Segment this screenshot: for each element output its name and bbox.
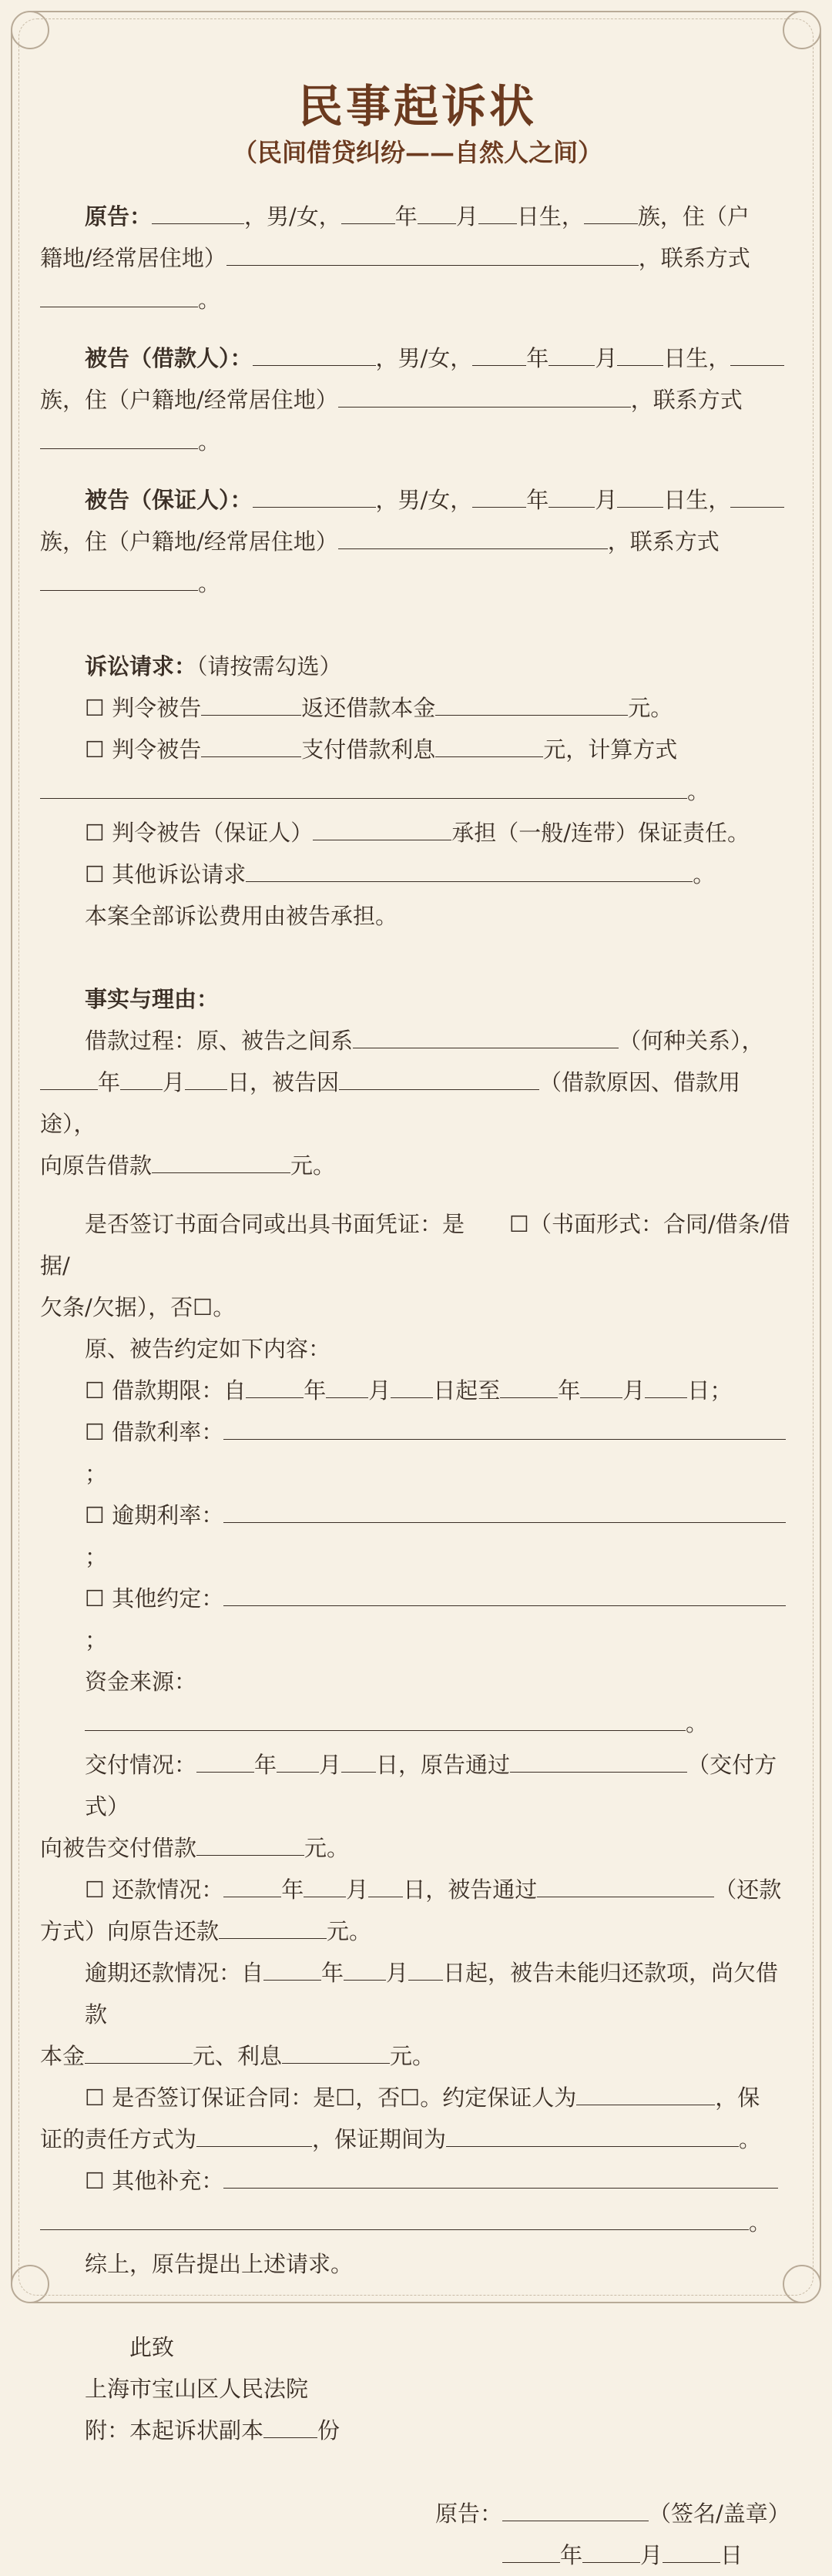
facts-text: （书面形式：合同/借条/借据/ [40, 1211, 790, 1279]
overdue-year-field[interactable] [263, 1957, 321, 1981]
plaintiff-section [40, 196, 795, 237]
guarantor-year-field[interactable] [472, 484, 526, 508]
loan-rate [40, 1411, 795, 1494]
yuan-text: 元。 [390, 2043, 435, 2069]
facts-text: （借款原因、借款用途）， [40, 1069, 741, 1137]
claim-guarantor-field[interactable] [313, 817, 451, 840]
attachment [40, 2410, 795, 2451]
gender-text: ，男/女， [375, 345, 473, 371]
claim-text: 元，计算方式 [543, 736, 678, 763]
repay-day-field[interactable] [368, 1873, 403, 1897]
claim-text: 其他诉讼请求 [112, 861, 247, 887]
sign-year-field[interactable] [502, 2539, 560, 2563]
birth-year-field[interactable] [341, 200, 395, 224]
written-no-checkbox[interactable]: ☐ [193, 1294, 213, 1320]
agreed-content: 原、被告约定如下内容： [85, 1336, 331, 1362]
claim-principal-defendant-field[interactable] [201, 692, 301, 716]
yuan-text: 元。 [628, 695, 673, 721]
facts-text: 借款期限：自 [112, 1377, 247, 1404]
month-text: 月 [455, 203, 478, 230]
signature-date [40, 2534, 795, 2576]
guarantor-ethnicity-field[interactable] [730, 484, 784, 508]
complaint-form [40, 77, 795, 2576]
claims-hint: （请按需勾选） [196, 653, 342, 679]
borrower-contact-line [40, 421, 795, 462]
repay-year-field[interactable] [223, 1873, 281, 1897]
semicolon-text: ； [85, 1544, 108, 1570]
plaintiff-address-field[interactable] [226, 242, 639, 266]
delivery-amount-field[interactable] [196, 1832, 304, 1856]
other-supplement-field-2[interactable] [40, 2206, 749, 2230]
loan-amount-field[interactable] [152, 1149, 290, 1173]
other-supplement-field[interactable] [223, 2165, 778, 2189]
guarantee-yes-checkbox[interactable]: ☐ [335, 2085, 356, 2111]
outstanding-principal-field[interactable] [85, 2040, 193, 2064]
yuan-text: 元。 [327, 1918, 372, 1944]
claim-text: 判令被告 [112, 695, 202, 721]
claim-text: 判令被告（保证人） [112, 820, 314, 846]
guarantee-method-field[interactable] [196, 2123, 312, 2147]
repay-amount-line [40, 1910, 795, 1952]
repay-method-field[interactable] [537, 1873, 714, 1897]
facts-text: 是否签订书面合同或出具书面凭证：是 [85, 1211, 465, 1237]
facts-heading: 事实与理由： [85, 986, 220, 1012]
sign-day-field[interactable] [663, 2539, 720, 2563]
gender-text: ，男/女， [244, 203, 341, 230]
year-text: 年 [254, 1752, 277, 1778]
year-text: 年 [558, 1377, 581, 1404]
loan-amount-line [40, 1145, 795, 1186]
loan-process [40, 1020, 795, 1062]
loan-rate-field[interactable] [223, 1416, 786, 1440]
fund-source-field[interactable] [85, 1707, 686, 1731]
period-text: 。 [198, 570, 221, 596]
delivery-month-field[interactable] [277, 1749, 319, 1773]
sign-month-field[interactable] [582, 2539, 640, 2563]
delivery-year-field[interactable] [196, 1749, 254, 1773]
guarantor-contact-line [40, 562, 795, 604]
year-text: 年 [98, 1069, 121, 1095]
facts-text: 交付情况： [85, 1752, 197, 1778]
domicile-text: 族，住（户籍地/经常居住地） [40, 528, 338, 555]
facts-text: ，保 [715, 2085, 760, 2111]
guarantor-day-field[interactable] [617, 484, 663, 508]
term-start-month-field[interactable] [326, 1374, 368, 1398]
facts-text: 欠条/欠据），否 [40, 1294, 193, 1320]
guarantee-checkbox[interactable]: ☐ [85, 2085, 105, 2111]
year-text: 年 [560, 2542, 583, 2568]
guarantor-address-line [40, 521, 795, 562]
delivery-day-field[interactable] [341, 1749, 376, 1773]
borrower-day-field[interactable] [617, 342, 663, 366]
page-subtitle: （民间借贷纠纷——自然人之间） [232, 138, 602, 167]
year-text: 年 [321, 1960, 344, 1986]
conclusion: 综上，原告提出上述请求。 [85, 2251, 354, 2277]
facts-text: 向被告交付借款 [40, 1835, 197, 1861]
month-text: 月 [346, 1877, 369, 1903]
claim-interest-method-line [40, 770, 795, 812]
facts-text: 其他补充： [112, 2168, 224, 2194]
yuan-text: 元。 [304, 1835, 350, 1861]
year-text: 年 [281, 1877, 304, 1903]
facts-text: 日起至 [433, 1377, 501, 1404]
born-text: 日生， [663, 487, 731, 513]
year-text: 年 [526, 345, 549, 371]
facts-text: ，否 [355, 2085, 401, 2111]
repay-amount-field[interactable] [219, 1915, 327, 1939]
borrower-month-field[interactable] [549, 342, 595, 366]
borrower-address-field[interactable] [338, 384, 631, 408]
birth-day-field[interactable] [478, 200, 517, 224]
claims-label: 诉讼请求： [85, 653, 197, 679]
claim-other-field[interactable] [246, 858, 693, 882]
claims-heading [40, 646, 795, 687]
term-end-month-field[interactable] [580, 1374, 622, 1398]
guarantee-terms-line [40, 2118, 795, 2160]
contact-text: ，联系方式 [638, 245, 750, 271]
relation-field[interactable] [353, 1025, 619, 1048]
semicolon-text: ； [85, 1461, 108, 1487]
period-text: 。 [198, 428, 221, 454]
to-text: 此致 [129, 2334, 175, 2360]
yuan-text: 元。 [290, 1152, 336, 1179]
facts-text: 向原告借款 [40, 1152, 153, 1179]
written-contract-question [40, 1203, 795, 1286]
repay-month-field[interactable] [304, 1873, 346, 1897]
facts-text: 日起，被告未能归还款项，尚欠借款 [85, 1960, 779, 2028]
period-text: 。 [687, 778, 710, 804]
claim-text: 返还借款本金 [301, 695, 436, 721]
other-supplement-line2 [40, 2202, 795, 2243]
defendant-borrower-section [40, 337, 795, 379]
term-start-day-field[interactable] [391, 1374, 433, 1398]
ethnicity-field[interactable] [584, 200, 638, 224]
delivery-amount-line [40, 1827, 795, 1869]
term-start-year-field[interactable] [246, 1374, 304, 1398]
fund-source [40, 1661, 795, 1744]
birth-month-field[interactable] [418, 200, 456, 224]
borrower-name-field[interactable] [253, 342, 376, 366]
attachment-text: 份 [317, 2417, 341, 2444]
month-text: 月 [595, 487, 618, 513]
plaintiff-contact-line [40, 279, 795, 320]
period-text: 。 [739, 2126, 762, 2152]
claim-other [40, 854, 795, 895]
facts-text: 还款情况： [112, 1877, 224, 1903]
semicolon-text: ； [85, 1627, 108, 1653]
plaintiff-contact-field[interactable] [40, 283, 198, 307]
overdue-rate-field[interactable] [223, 1499, 786, 1523]
costs-statement: 本案全部诉讼费用由被告承担。 [85, 903, 398, 929]
live-text: 族，住（户 [637, 203, 750, 230]
copies-field[interactable] [263, 2414, 317, 2438]
period-text: 。 [198, 287, 221, 313]
month-text: 月 [386, 1960, 409, 1986]
other-agreement-field[interactable] [223, 1582, 786, 1606]
borrower-contact-field[interactable] [40, 425, 198, 449]
guarantee-no-checkbox[interactable]: ☐ [400, 2085, 421, 2111]
facts-text: （何种关系）， [619, 1028, 764, 1054]
signature-label: 原告： [435, 2501, 503, 2527]
domicile-text: 族，住（户籍地/经常居住地） [40, 387, 338, 413]
facts-text: 是否签订保证合同：是 [112, 2085, 336, 2111]
facts-text: 逾期利率： [112, 1502, 224, 1528]
born-text: 日生， [663, 345, 731, 371]
year-text: 年 [304, 1377, 327, 1404]
page-title: 民事起诉状 [297, 80, 537, 132]
facts-text: 本金 [40, 2043, 86, 2069]
facts-text: 日，被告因 [227, 1069, 340, 1095]
guarantor-name-field[interactable] [253, 484, 376, 508]
claim-interest [40, 729, 795, 770]
overdue-rate-checkbox[interactable]: ☐ [85, 1502, 105, 1528]
facts-text: 。约定保证人为 [420, 2085, 577, 2111]
month-text: 月 [622, 1377, 646, 1404]
born-text: 日生， [516, 203, 584, 230]
repayment [40, 1869, 795, 1910]
claim-guarantor-checkbox[interactable]: ☐ [85, 820, 105, 846]
borrower-year-field[interactable] [472, 342, 526, 366]
written-contract-forms [40, 1286, 795, 1328]
overdue-rate [40, 1494, 795, 1578]
guarantor-address-field[interactable] [338, 525, 608, 549]
loan-date-line [40, 1062, 795, 1145]
plaintiff-name-field[interactable] [152, 200, 244, 224]
defendant-guarantor-label: 被告（保证人）： [85, 487, 253, 513]
plaintiff-address-line [40, 237, 795, 279]
court-name: 上海市宝山区人民法院 [85, 2376, 309, 2402]
delivery-method-field[interactable] [510, 1749, 687, 1773]
claim-principal-checkbox[interactable]: ☐ [85, 695, 105, 721]
day-text: 日 [720, 2542, 743, 2568]
claim-guarantor [40, 812, 795, 854]
delivery [40, 1744, 795, 1827]
guarantor-contact-field[interactable] [40, 567, 198, 591]
loan-rate-checkbox[interactable]: ☐ [85, 1419, 105, 1445]
other-supplement [40, 2160, 795, 2202]
repayment-checkbox[interactable]: ☐ [85, 1877, 105, 1903]
overdue-month-field[interactable] [344, 1957, 386, 1981]
claim-text: 承担（一般/连带）保证责任。 [451, 820, 750, 846]
facts-text: 其他约定： [112, 1585, 224, 1612]
contact-text: ，联系方式 [607, 528, 720, 555]
plaintiff-label: 原告： [85, 203, 153, 230]
loan-reason-field[interactable] [339, 1066, 539, 1090]
other-agreement [40, 1578, 795, 1661]
month-text: 月 [319, 1752, 342, 1778]
gender-text: ，男/女， [375, 487, 473, 513]
facts-text: 日； [687, 1377, 733, 1404]
month-text: 月 [595, 345, 618, 371]
claim-interest-checkbox[interactable]: ☐ [85, 736, 105, 763]
month-text: 月 [368, 1377, 391, 1404]
period-text: 。 [749, 2209, 772, 2236]
loan-day-field[interactable] [185, 1066, 227, 1090]
claim-interest-amount-field[interactable] [435, 733, 543, 757]
facts-text: 证的责任方式为 [40, 2126, 197, 2152]
attachment-text: 附：本起诉状副本 [85, 2417, 264, 2444]
outstanding-interest-field[interactable] [282, 2040, 390, 2064]
domicile-text: 籍地/经常居住地） [40, 245, 226, 271]
guarantor-person-field[interactable] [576, 2081, 715, 2105]
facts-text: 日，原告通过 [376, 1752, 511, 1778]
year-text: 年 [394, 203, 418, 230]
other-supplement-checkbox[interactable]: ☐ [85, 2168, 105, 2194]
claim-other-checkbox[interactable]: ☐ [85, 861, 105, 887]
loan-year-field[interactable] [40, 1066, 98, 1090]
claim-interest-method-field[interactable] [40, 775, 687, 799]
month-text: 月 [640, 2542, 663, 2568]
facts-text: 资金来源： [85, 1669, 197, 1695]
contact-text: ，联系方式 [630, 387, 743, 413]
year-text: 年 [526, 487, 549, 513]
term-end-day-field[interactable] [645, 1374, 687, 1398]
facts-text: （交付方式） [85, 1752, 777, 1820]
month-text: 月 [163, 1069, 186, 1095]
claim-interest-defendant-field[interactable] [201, 733, 301, 757]
facts-text: 逾期还款情况：自 [85, 1960, 264, 1986]
facts-text: 借款利率： [112, 1419, 224, 1445]
guarantee-contract [40, 2077, 795, 2118]
claim-text: 支付借款利息 [301, 736, 436, 763]
period-text: 。 [213, 1294, 236, 1320]
signature-hint: （签名/盖章） [649, 2501, 790, 2527]
defendant-borrower-label: 被告（借款人）： [85, 345, 253, 371]
signature-field[interactable] [502, 2497, 649, 2521]
borrower-ethnicity-field[interactable] [730, 342, 784, 366]
facts-text: 元、利息 [193, 2043, 283, 2069]
written-yes-checkbox[interactable]: ☐ [509, 1211, 530, 1237]
facts-text: ，保证期间为 [312, 2126, 447, 2152]
borrower-address-line [40, 379, 795, 421]
period-text: 。 [686, 1710, 709, 1736]
period-text: 。 [693, 861, 716, 887]
facts-text: 借款过程：原、被告之间系 [85, 1028, 354, 1054]
claim-principal [40, 687, 795, 729]
overdue-repayment [40, 1952, 795, 2035]
signature-line [40, 2493, 795, 2534]
claim-principal-amount-field[interactable] [435, 692, 628, 716]
loan-month-field[interactable] [120, 1066, 163, 1090]
claim-text: 判令被告 [112, 736, 202, 763]
loan-term [40, 1370, 795, 1411]
term-end-year-field[interactable] [500, 1374, 558, 1398]
outstanding-amount-line [40, 2035, 795, 2077]
defendant-guarantor-section [40, 479, 795, 521]
loan-term-checkbox[interactable]: ☐ [85, 1377, 105, 1404]
facts-text: （还款 [714, 1877, 782, 1903]
facts-text: 日，被告通过 [403, 1877, 538, 1903]
guarantee-period-field[interactable] [446, 2123, 739, 2147]
other-agreement-checkbox[interactable]: ☐ [85, 1585, 105, 1612]
facts-text: 方式）向原告还款 [40, 1918, 220, 1944]
overdue-day-field[interactable] [408, 1957, 443, 1981]
guarantor-month-field[interactable] [549, 484, 595, 508]
